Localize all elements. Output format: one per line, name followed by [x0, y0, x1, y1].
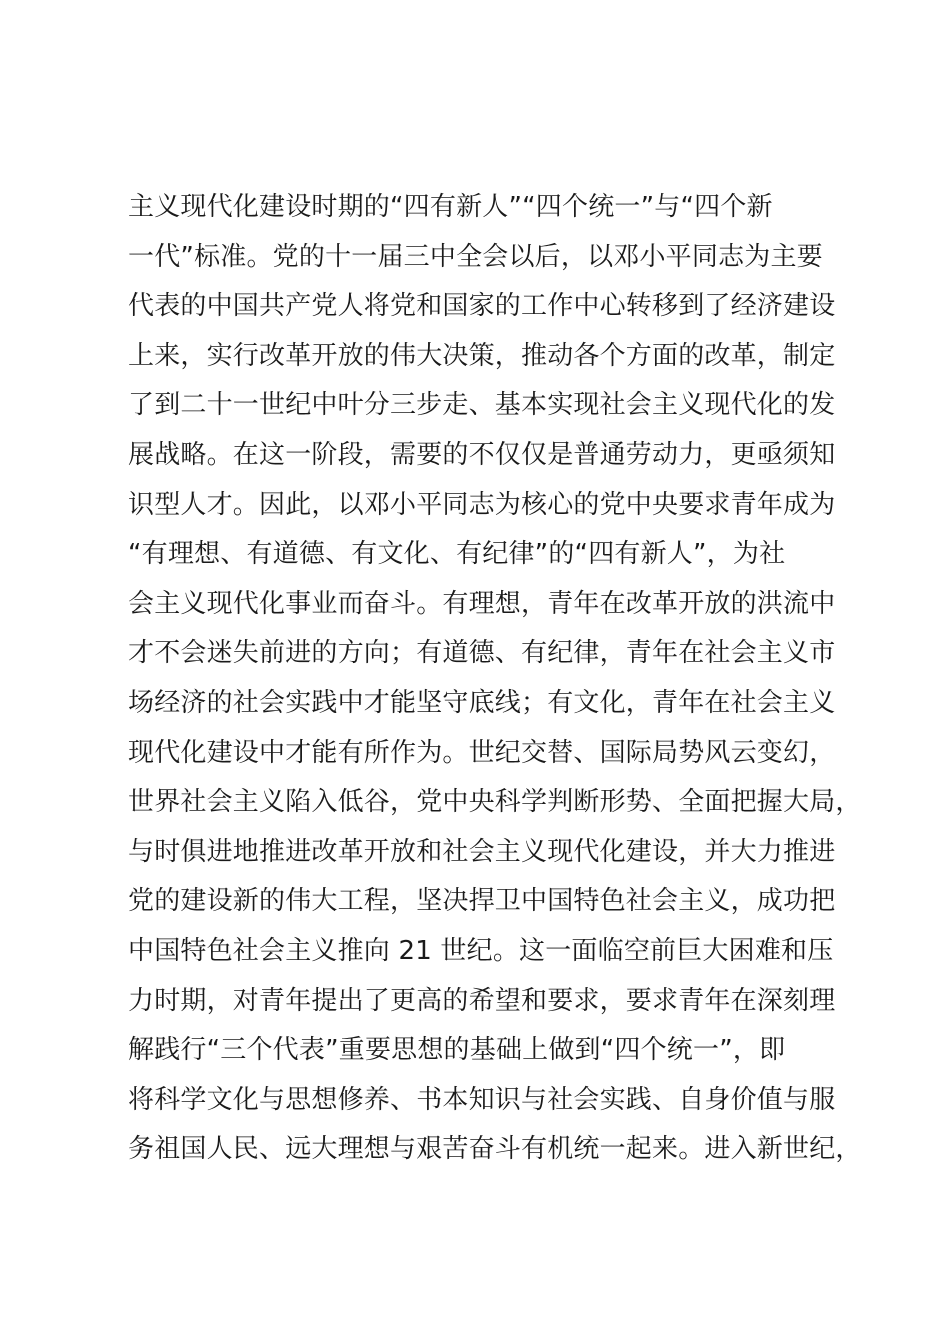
- text-line: 中国特色社会主义推向 21 世纪。这一面临空前巨大困难和压: [128, 935, 834, 966]
- text-line: 才不会迷失前进的方向；有道德、有纪律，青年在社会主义市: [128, 638, 836, 669]
- text-line: 上来，实行改革开放的伟大决策，推动各个方面的改革，制定: [128, 340, 836, 371]
- text-line: 会主义现代化事业而奋斗。有理想，青年在改革开放的洪流中: [128, 588, 836, 619]
- text-line: 解践行“三个代表”重要思想的基础上做到“四个统一”，即: [128, 1035, 786, 1066]
- text-line: 力时期，对青年提出了更高的希望和要求，要求青年在深刻理: [128, 985, 836, 1016]
- text-line: 场经济的社会实践中才能坚守底线；有文化，青年在社会主义: [128, 687, 836, 718]
- text-line: 党的建设新的伟大工程，坚决捍卫中国特色社会主义，成功把: [128, 886, 836, 917]
- text-line: 了到二十一世纪中叶分三步走、基本实现社会主义现代化的发: [128, 390, 836, 421]
- text-line: 代表的中国共产党人将党和国家的工作中心转移到了经济建设: [128, 291, 836, 322]
- text-line: 主义现代化建设时期的“四有新人”“四个统一”与“四个新: [128, 192, 773, 222]
- text-line: “有理想、有道德、有文化、有纪律”的“四有新人”，为社: [128, 539, 786, 570]
- text-line: 世界社会主义陷入低谷，党中央科学判断形势、全面把握大局，: [128, 787, 862, 818]
- text-line: 现代化建设中才能有所作为。世纪交替、国际局势风云变幻，: [128, 737, 836, 768]
- text-line: 将科学文化与思想修养、书本知识与社会实践、自身价值与服: [128, 1084, 836, 1115]
- text-line: 识型人才。因此，以邓小平同志为核心的党中央要求青年成为: [128, 489, 836, 520]
- text-line: 与时俱进地推进改革开放和社会主义现代化建设，并大力推进: [128, 836, 836, 867]
- body-paragraph: [128, 183, 862, 1175]
- text-line: 一代”标准。党的十一届三中全会以后，以邓小平同志为主要: [128, 241, 823, 272]
- text-line: 展战略。在这一阶段，需要的不仅仅是普通劳动力，更亟须知: [128, 439, 836, 470]
- text-line: 务祖国人民、远大理想与艰苦奋斗有机统一起来。进入新世纪，: [128, 1134, 862, 1165]
